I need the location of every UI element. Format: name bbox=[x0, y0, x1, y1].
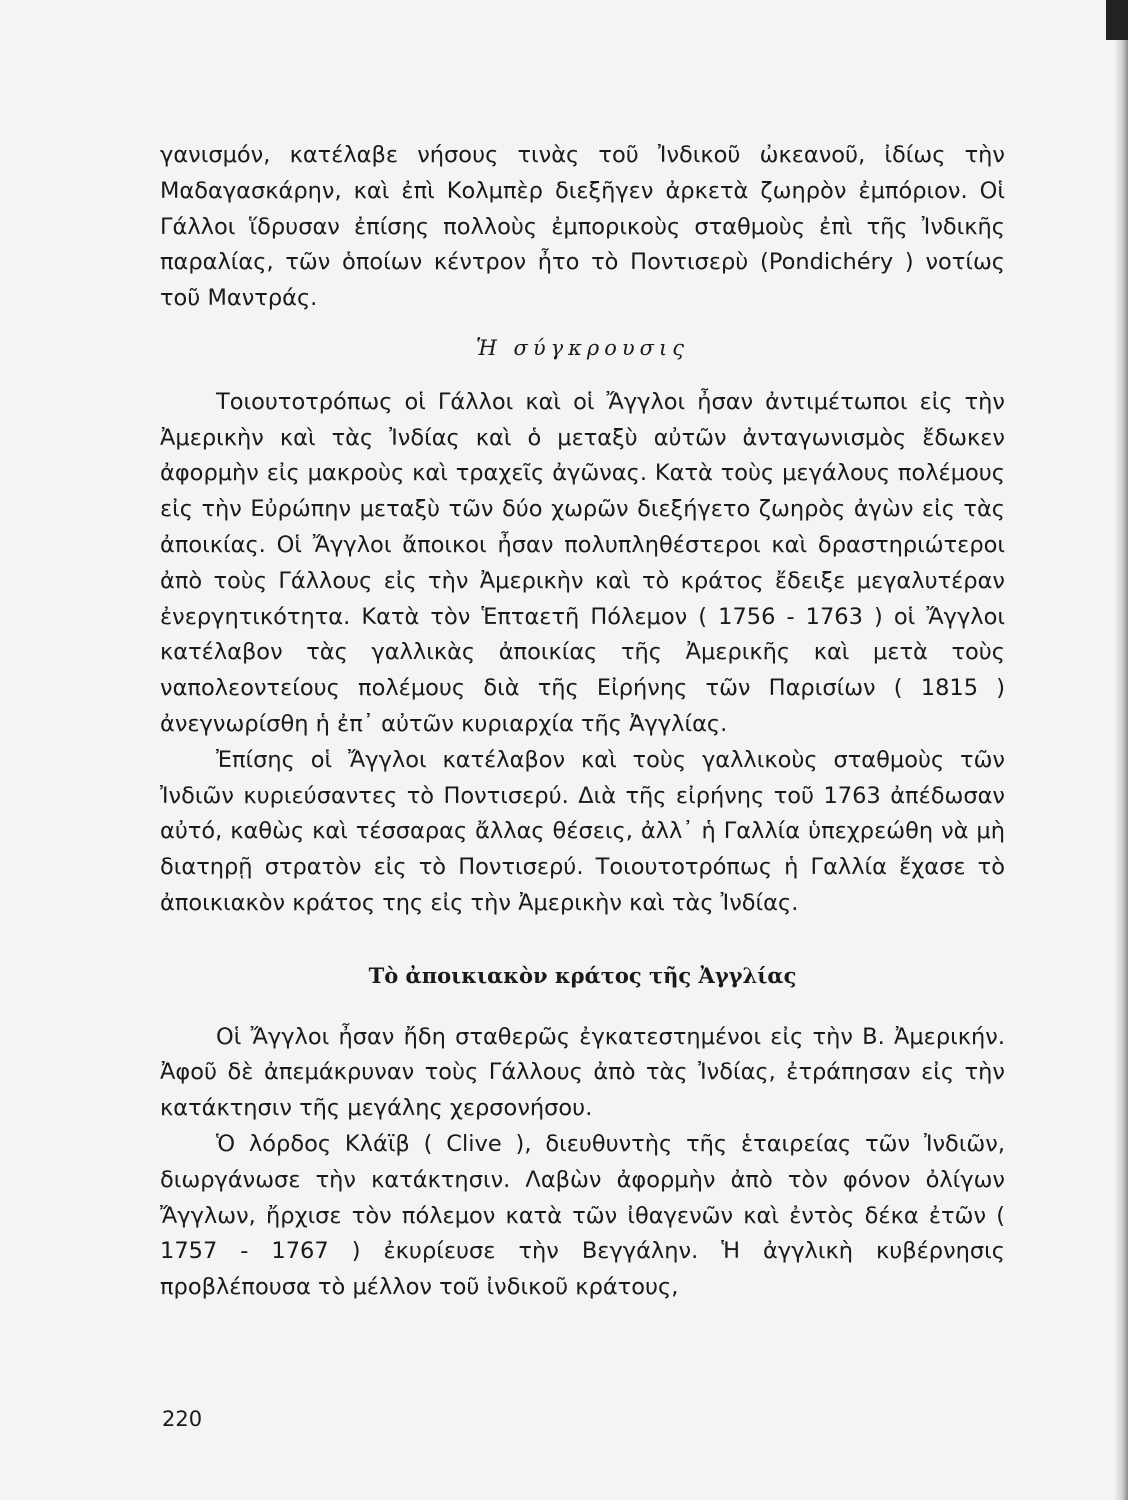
section-heading-conflict: Ἡ σύγκρουσις bbox=[475, 335, 690, 360]
page-number: 220 bbox=[162, 1407, 203, 1431]
paragraph: Ἐπίσης οἱ Ἄγγλοι κατέλαβον καὶ τοὺς γαλλικοὺς σταθμοὺς τῶν Ἰνδιῶν κυριεύσαντες τὸ Ποντισερύ. Διὰ τῆς εἰρήνης τοῦ 1763 ἀπέδωσαν αὐτό, καθὼς καὶ τέσσαρας ἄλλας θέσεις, ἀλλ᾽ ἡ Γαλλία ὑπεχρεώθη νὰ μὴ διατηρῇ στρατὸν εἰς τὸ Ποντισερύ. Τοιουτοτρόπως ἡ Γαλλία ἔχασε τὸ ἀποικιακὸν κράτος της εἰς τὴν Ἀμερικὴν καὶ τὰς Ἰνδίας. bbox=[160, 746, 1005, 916]
paragraph: Οἱ Ἄγγλοι ἦσαν ἤδη σταθερῶς ἐγκατεστημένοι εἰς τὴν Β. Ἀμερικήν. Ἀφοῦ δὲ ἀπεμάκρυναν τοὺς Γάλλους ἀπὸ τὰς Ἰνδίας, ἐτράπησαν εἰς τὴν κατάκτησιν τῆς μεγάλης χερσονήσου. bbox=[160, 1023, 1005, 1122]
section-heading-english-colonial-state: Τὸ ἀποικιακὸν κράτος τῆς Ἀγγλίας bbox=[368, 962, 797, 988]
paragraph-continuation: γανισμόν, κατέλαβε νήσους τινὰς τοῦ Ἰνδικοῦ ὠκεανοῦ, ἰδίως τὴν Μαδαγασκάρην, καὶ ἐπὶ Κολμπὲρ διεξῆγεν ἀρκετὰ ζωηρὸν ἐμπόριον. Οἱ Γάλλοι ἵδρυσαν ἐπίσης πολλοὺς ἐμπορικοὺς σταθμοὺς ἐπὶ τῆς Ἰνδικῆς παραλίας, τῶν ὁποίων κέντρον ἦτο τὸ Ποντισερὺ (Pondichéry ) νοτίως τοῦ Μαντράς. bbox=[160, 142, 1005, 312]
page-edge-shadow bbox=[1114, 0, 1128, 1500]
paragraph: Ὁ λόρδος Κλάϊβ ( Clive ), διευθυντὴς τῆς ἑταιρείας τῶν Ἰνδιῶν, διωργάνωσε τὴν κατάκτησιν. Λαβὼν ἀφορμὴν ἀπὸ τὸν φόνον ὀλίγων Ἄγγλων, ἤρχισε τὸν πόλεμον κατὰ τῶν ἰθαγενῶν καὶ ἐντὸς δέκα ἐτῶν ( 1757 - 1767 ) ἐκυρίευσε τὴν Βεγγάλην. Ἡ ἀγγλικὴ κυβέρνησις προβλέπουσα τὸ μέλλον τοῦ ἰνδικοῦ κράτους, bbox=[160, 1130, 1005, 1301]
body-text bbox=[160, 138, 1005, 1306]
paragraph: Τοιουτοτρόπως οἱ Γάλλοι καὶ οἱ Ἄγγλοι ἦσαν ἀντιμέτωποι εἰς τὴν Ἀμερικὴν καὶ τὰς Ἰνδίας καὶ ὁ μεταξὺ αὐτῶν ἀνταγωνισμὸς ἔδωκεν ἀφορμὴν εἰς μακροὺς καὶ τραχεῖς ἀγῶνας. Κατὰ τοὺς μεγάλους πολέμους εἰς τὴν Εὐρώπην μεταξὺ τῶν δύο χωρῶν διεξήγετο ζωηρὸς ἀγὼν εἰς τὰς ἀποικίας. Οἱ Ἄγγλοι ἄποικοι ἦσαν πολυπληθέστεροι καὶ δραστηριώτεροι ἀπὸ τοὺς Γάλλους εἰς τὴν Ἀμερικὴν καὶ τὸ κράτος ἔδειξε μεγαλυτέραν ἐνεργητικότητα. Κατὰ τὸν Ἑπταετῆ Πόλεμον ( 1756 - 1763 ) οἱ Ἄγγλοι κατέλαβον τὰς γαλλικὰς ἀποικίας τῆς Ἀμερικῆς καὶ μετὰ τοὺς ναπολεοντείους πολέμους διὰ τῆς Εἰρήνης τῶν Παρισίων ( 1815 ) ἀνεγνωρίσθη ἡ ἐπ᾽ αὐτῶν κυριαρχία τῆς Ἀγγλίας. bbox=[160, 388, 1005, 737]
page-corner-shadow bbox=[1106, 0, 1128, 40]
